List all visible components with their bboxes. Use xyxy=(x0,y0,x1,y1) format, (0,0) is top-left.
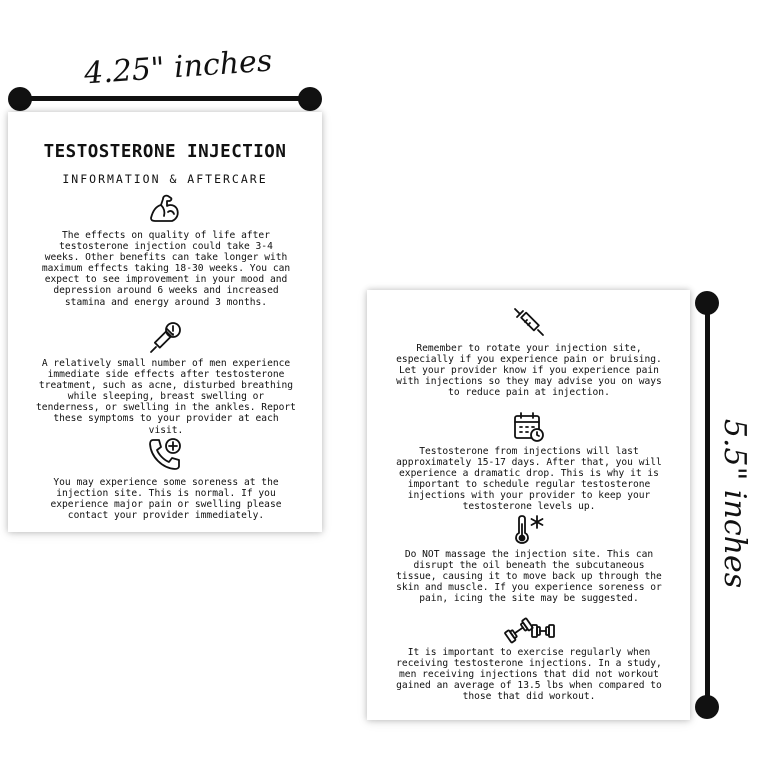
dumbbells-icon xyxy=(502,615,556,647)
calendar-clock-icon xyxy=(512,410,546,444)
card-subtitle: INFORMATION & AFTERCARE xyxy=(62,172,268,186)
width-dimension-label: 4.25" inches xyxy=(83,43,274,92)
width-dimension-endpoint-right xyxy=(298,87,322,111)
back-card xyxy=(367,290,690,720)
section-text: A relatively small number of men experience immediate side effects after testosterone treatment, such as acne, disturbed breathing while sleeping, breast swelling or tenderness, or swelling in the ankles. Report these symptoms to your provider at each visit. xyxy=(36,358,296,436)
flexed-arm-icon xyxy=(147,190,183,226)
syringe-alert-icon xyxy=(147,320,183,356)
section-text: It is important to exercise regularly when receiving testosterone injections. In a study, men receiving injections that did not workout gained an average of 13.5 lbs when compared to those that did workout. xyxy=(396,647,662,703)
section-text: Remember to rotate your injection site, especially if you experience pain or bruising. Let your provider know if you experience pain with injections so they may advise you on ways to reduce pain at injection. xyxy=(396,343,662,399)
phone-medical-icon xyxy=(147,436,183,472)
height-dimension-line xyxy=(705,303,710,707)
syringe-icon xyxy=(512,306,546,340)
section-text: Do NOT massage the injection site. This can disrupt the oil beneath the subcutaneous tissue, causing it to move back up through the skin and muscle. If you experience soreness or pain, icing the site may be suggested. xyxy=(396,549,662,605)
section-text: You may experience some soreness at the injection site. This is normal. If you experience major pain or swelling please contact your provider immediately. xyxy=(50,477,282,522)
height-dimension-endpoint-bottom xyxy=(695,695,719,719)
card-title: TESTOSTERONE INJECTION xyxy=(43,142,287,162)
section-text: The effects on quality of life after testosterone injection could take 3-4 weeks. Other benefits can take longer with maximum effects taking 18-30 weeks. You can expect to see improvement in your mood and depression around 6 weeks and increased stamina and energy around 3 months. xyxy=(41,230,291,308)
section-text: Testosterone from injections will last approximately 15-17 days. After that, you will experience a dramatic drop. This is why it is important to schedule regular testosterone injections with your provider to keep your testosterone levels up. xyxy=(396,446,662,513)
front-card xyxy=(8,112,322,532)
height-dimension-label: 5.5" inches xyxy=(717,418,753,589)
height-dimension-endpoint-top xyxy=(695,291,719,315)
width-dimension-line xyxy=(20,96,310,101)
width-dimension-endpoint-left xyxy=(8,87,32,111)
thermometer-snowflake-icon xyxy=(512,512,546,546)
